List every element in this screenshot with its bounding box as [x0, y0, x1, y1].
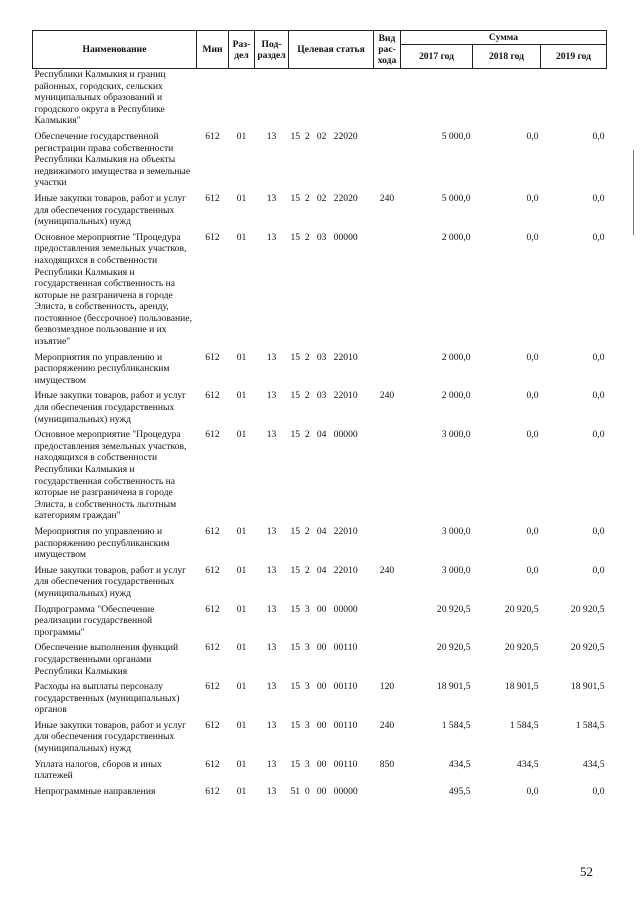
- page-number: 52: [580, 864, 593, 879]
- row-target-article: 15 2 02 22020: [290, 192, 358, 204]
- row-sum-2018: 434,5: [516, 758, 539, 770]
- row-target-article: 15 3 00 00110: [290, 758, 358, 770]
- row-podrazdel: 13: [266, 351, 277, 363]
- row-razdel: [229, 69, 255, 131]
- row-expense-type: 240: [379, 390, 395, 402]
- col-target-header: Целевая статья: [289, 31, 374, 69]
- col-2019-header: 2019 год: [541, 45, 607, 69]
- row-sum-2018: 0,0: [526, 564, 539, 576]
- row-podrazdel: 13: [266, 390, 277, 402]
- row-ministry: 612: [205, 525, 220, 537]
- row-name: Иные закупки товаров, работ и услуг для обеспечения государственных (муниципальных) нужд: [34, 390, 187, 425]
- row-sum-2018: 0,0: [526, 192, 539, 204]
- row-razdel: 01: [236, 390, 247, 402]
- row-razdel: 01: [236, 719, 247, 731]
- row-sum-2018: 0,0: [526, 429, 539, 441]
- row-expense-type: [374, 131, 401, 193]
- row-ministry: 612: [205, 231, 220, 243]
- row-sum-2018: [473, 69, 541, 131]
- row-podrazdel: 13: [266, 603, 277, 615]
- row-sum-2017: 3 000,0: [441, 564, 471, 576]
- row-podrazdel: 13: [266, 525, 277, 537]
- col-2017-header: 2017 год: [401, 45, 473, 69]
- col-name-header: Наименование: [33, 31, 197, 69]
- row-name: Основное мероприятие "Процедура предоставления земельных участков, находящихся в собственности Республики Калмыкия и государственная собственность на которые не разграничена в городе Элиста, в собственность, аренду, постоянное (бессрочное) пользование, безвозмездное пользование и их изъятие": [34, 231, 192, 348]
- row-sum-2018: 0,0: [526, 390, 539, 402]
- row-podrazdel: [255, 69, 289, 131]
- budget-table: [32, 30, 607, 801]
- row-name: Иные закупки товаров, работ и услуг для обеспечения государственных (муниципальных) нужд: [34, 192, 187, 228]
- row-sum-2017: 5 000,0: [441, 130, 471, 142]
- row-podrazdel: 13: [266, 564, 277, 576]
- row-expense-type: [374, 232, 401, 352]
- row-target-article: 15 2 04 00000: [290, 429, 358, 441]
- row-target-article: 15 2 03 22010: [290, 351, 358, 363]
- row-expense-type: [374, 642, 401, 681]
- row-target-article: 15 3 00 00110: [290, 681, 358, 693]
- row-sum-2018: 20 920,5: [504, 603, 539, 615]
- row-sum-2018: 0,0: [526, 525, 539, 537]
- table-row: [33, 131, 607, 193]
- row-name: Обеспечение государственной регистрации права собственности Республики Калмыкия на объекты недвижимого имущества и земельные участки: [34, 130, 191, 189]
- row-sum-2017: 5 000,0: [441, 192, 471, 204]
- table-row: [33, 565, 607, 604]
- row-target-article: 15 3 00 00110: [290, 642, 358, 654]
- row-expense-type: 120: [379, 681, 395, 693]
- row-ministry: 612: [205, 429, 220, 441]
- col-podrazdel-header: Под-раздел: [255, 31, 289, 69]
- row-sum-2017: 20 920,5: [436, 642, 471, 654]
- row-expense-type: [374, 604, 401, 643]
- row-expense-type: 240: [379, 719, 395, 731]
- row-razdel: 01: [236, 564, 247, 576]
- table-row: [33, 232, 607, 352]
- row-razdel: 01: [236, 192, 247, 204]
- row-podrazdel: 13: [266, 231, 277, 243]
- col-min-header: Мин: [197, 31, 229, 69]
- table-row: [33, 720, 607, 759]
- row-podrazdel: 13: [266, 130, 277, 142]
- row-name: Мероприятия по управлению и распоряжению республиканским имуществом: [34, 351, 170, 386]
- row-razdel: 01: [236, 525, 247, 537]
- row-target-article: 15 3 00 00110: [290, 719, 358, 731]
- row-razdel: 01: [236, 758, 247, 770]
- row-podrazdel: 13: [266, 429, 277, 441]
- row-podrazdel: 13: [266, 758, 277, 770]
- row-sum-2019: [541, 69, 607, 131]
- row-sum-2017: 2 000,0: [441, 351, 471, 363]
- row-razdel: 01: [236, 351, 247, 363]
- row-name: Иные закупки товаров, работ и услуг для обеспечения государственных (муниципальных) нужд: [34, 564, 187, 599]
- row-sum-2018: 18 901,5: [504, 681, 539, 693]
- row-target-article: 15 2 04 22010: [290, 564, 358, 576]
- row-sum-2019: 20 920,5: [570, 642, 605, 654]
- row-ministry: 612: [205, 719, 220, 731]
- row-sum-2017: 18 901,5: [436, 681, 471, 693]
- row-sum-2017: 1 584,5: [441, 719, 471, 731]
- col-2018-header: 2018 год: [473, 45, 541, 69]
- row-podrazdel: 13: [266, 642, 277, 654]
- row-name: Основное мероприятие "Процедура предоставления земельных участков, находящихся в собственности Республики Калмыкия и государственная собственность на которые не разграничена в городе Элиста, в собственность льготным категориям граждан": [34, 429, 187, 522]
- row-razdel: 01: [236, 681, 247, 693]
- table-row: [33, 352, 607, 391]
- row-target-article: 15 2 04 22010: [290, 525, 358, 537]
- row-podrazdel: 13: [266, 192, 277, 204]
- row-name: Республики Калмыкия и границ районных, городских, сельских муниципальных образований и городского округа в Республике Калмыкия": [34, 69, 166, 127]
- table-row: [33, 69, 607, 131]
- row-podrazdel: 13: [266, 719, 277, 731]
- row-sum-2017: 2 000,0: [441, 390, 471, 402]
- row-ministry: 612: [205, 351, 220, 363]
- row-target-article: 15 2 02 22020: [290, 130, 358, 142]
- row-sum-2019: 434,5: [582, 758, 605, 770]
- row-sum-2017: 495,5: [448, 785, 471, 797]
- row-sum-2017: 3 000,0: [441, 525, 471, 537]
- row-name: Подпрограмма "Обеспечение реализации государственной программы": [34, 603, 155, 638]
- row-name: Расходы на выплаты персоналу государственных (муниципальных) органов: [34, 681, 180, 716]
- row-target-article: 15 2 03 00000: [290, 231, 358, 243]
- row-ministry: 612: [205, 642, 220, 654]
- row-sum-2018: 1 584,5: [509, 719, 539, 731]
- col-sum-header: Сумма: [401, 31, 607, 45]
- table-row: [33, 681, 607, 720]
- row-name: Непрограммные направления: [34, 785, 156, 797]
- row-expense-type: [374, 352, 401, 391]
- row-expense-type: 850: [379, 758, 395, 770]
- row-ministry: [197, 69, 229, 131]
- row-sum-2017: 2 000,0: [441, 231, 471, 243]
- row-razdel: 01: [236, 642, 247, 654]
- col-vid-header: Вид рас-хода: [374, 31, 401, 69]
- row-expense-type: [374, 69, 401, 131]
- row-razdel: 01: [236, 130, 247, 142]
- row-sum-2019: 0,0: [592, 429, 605, 441]
- row-sum-2019: 18 901,5: [570, 681, 605, 693]
- row-expense-type: [374, 429, 401, 526]
- table-row: [33, 390, 607, 429]
- row-sum-2018: 0,0: [526, 785, 539, 797]
- row-target-article: 15 2 03 22010: [290, 390, 358, 402]
- table-header: [33, 31, 607, 69]
- row-ministry: 612: [205, 390, 220, 402]
- row-sum-2018: 0,0: [526, 351, 539, 363]
- row-expense-type: 240: [379, 564, 395, 576]
- table-row: [33, 786, 607, 802]
- row-expense-type: [374, 786, 401, 802]
- table-row: [33, 759, 607, 786]
- row-podrazdel: 13: [266, 681, 277, 693]
- table-row: [33, 429, 607, 526]
- row-sum-2019: 0,0: [592, 390, 605, 402]
- row-razdel: 01: [236, 429, 247, 441]
- row-target-article: 51 0 00 00000: [290, 785, 358, 797]
- row-sum-2019: 0,0: [592, 130, 605, 142]
- row-razdel: 01: [236, 785, 247, 797]
- row-sum-2018: 0,0: [526, 130, 539, 142]
- row-sum-2019: 1 584,5: [575, 719, 605, 731]
- row-sum-2017: 434,5: [448, 758, 471, 770]
- row-sum-2019: 20 920,5: [570, 603, 605, 615]
- row-name: Обеспечение выполнения функций государственными органами Республики Калмыкия: [34, 642, 179, 677]
- row-name: Мероприятия по управлению и распоряжению республиканским имуществом: [34, 525, 170, 561]
- row-ministry: 612: [205, 758, 220, 770]
- table-row: [33, 642, 607, 681]
- row-sum-2019: 0,0: [592, 192, 605, 204]
- table-row: [33, 604, 607, 643]
- row-sum-2017: [401, 69, 473, 131]
- row-sum-2019: 0,0: [592, 564, 605, 576]
- row-ministry: 612: [205, 564, 220, 576]
- table-row: [33, 526, 607, 565]
- row-target-article: [289, 69, 374, 131]
- row-name: Иные закупки товаров, работ и услуг для обеспечения государственных (муниципальных) нужд: [34, 719, 187, 755]
- row-name: Уплата налогов, сборов и иных платежей: [34, 758, 162, 782]
- row-expense-type: 240: [379, 192, 395, 204]
- table-row: [33, 193, 607, 232]
- row-razdel: 01: [236, 231, 247, 243]
- row-sum-2017: 20 920,5: [436, 603, 471, 615]
- row-sum-2019: 0,0: [592, 231, 605, 243]
- row-sum-2017: 3 000,0: [441, 429, 471, 441]
- col-razdel-header: Раз-дел: [229, 31, 255, 69]
- row-razdel: 01: [236, 603, 247, 615]
- row-sum-2018: 20 920,5: [504, 642, 539, 654]
- row-podrazdel: 13: [266, 785, 277, 797]
- row-expense-type: [374, 526, 401, 565]
- row-ministry: 612: [205, 681, 220, 693]
- row-sum-2019: 0,0: [592, 525, 605, 537]
- scan-edge-mark: [633, 150, 634, 235]
- row-ministry: 612: [205, 130, 220, 142]
- row-sum-2019: 0,0: [592, 351, 605, 363]
- row-ministry: 612: [205, 603, 220, 615]
- row-ministry: 612: [205, 785, 220, 797]
- table-body: [33, 69, 607, 802]
- row-sum-2018: 0,0: [526, 231, 539, 243]
- row-target-article: 15 3 00 00000: [290, 603, 358, 615]
- row-sum-2019: 0,0: [592, 785, 605, 797]
- row-ministry: 612: [205, 192, 220, 204]
